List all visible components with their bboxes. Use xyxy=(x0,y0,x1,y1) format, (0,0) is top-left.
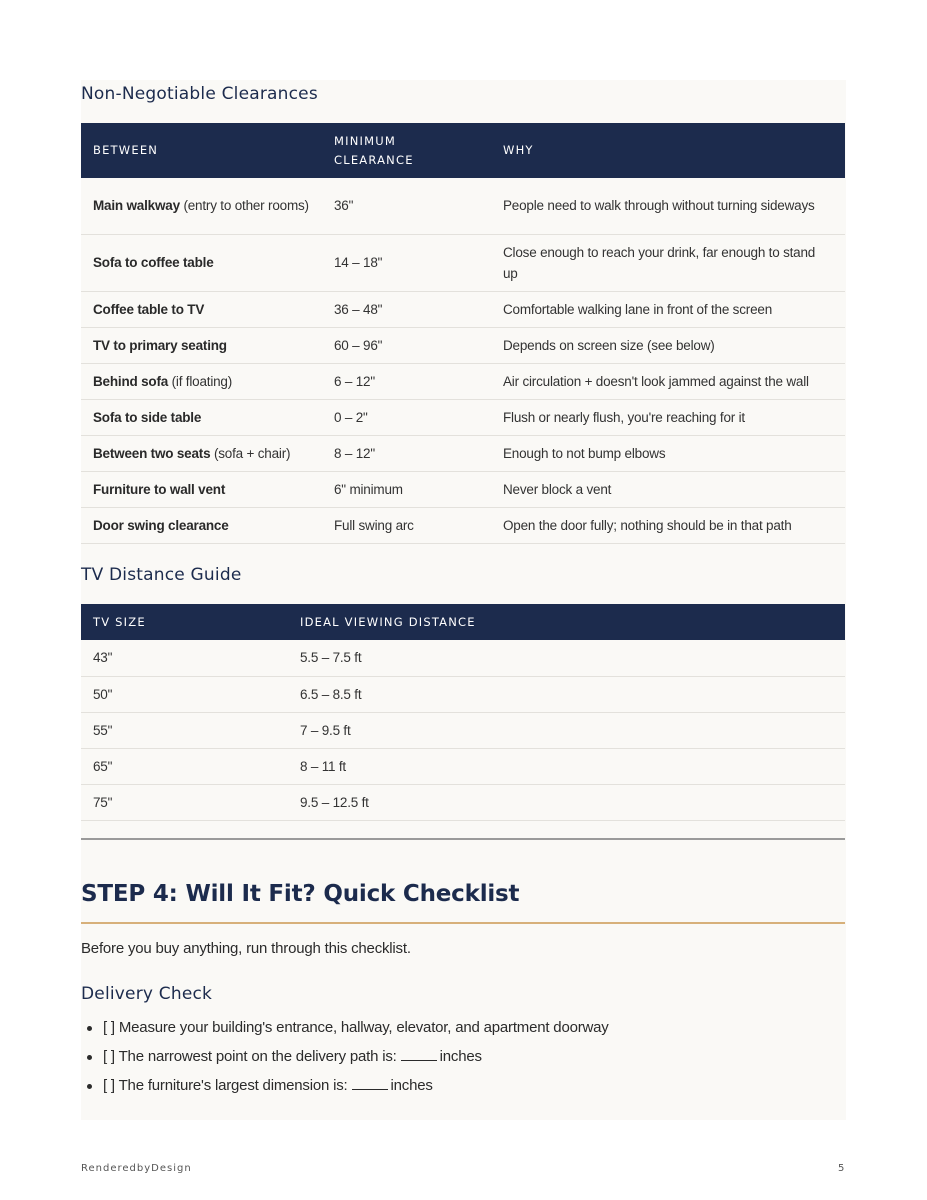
list-item-text: [ ] The narrowest point on the delivery path is: xyxy=(103,1048,397,1065)
cell-why: People need to walk through without turning sideways xyxy=(491,178,845,234)
cell-why: Depends on screen size (see below) xyxy=(491,327,845,363)
bullet-icon xyxy=(87,1055,92,1060)
cell-tv-size: 43" xyxy=(81,640,288,676)
table-row xyxy=(81,363,845,399)
cell-minimum: 14 – 18" xyxy=(322,234,491,291)
table-row xyxy=(81,784,845,820)
delivery-checklist xyxy=(81,1017,609,1104)
column-header-viewing-distance: IDEAL VIEWING DISTANCE xyxy=(288,604,845,640)
page-number: 5 xyxy=(838,1163,845,1174)
cell-between: Door swing clearance xyxy=(81,507,322,543)
clearances-table xyxy=(81,123,845,544)
cell-between: Main walkway (entry to other rooms) xyxy=(81,178,322,234)
table-row xyxy=(81,507,845,543)
cell-minimum: 60 – 96" xyxy=(322,327,491,363)
table-header-row xyxy=(81,604,845,640)
cell-distance: 8 – 11 ft xyxy=(288,748,845,784)
cell-why: Never block a vent xyxy=(491,471,845,507)
cell-between: Furniture to wall vent xyxy=(81,471,322,507)
table-row xyxy=(81,676,845,712)
table-row xyxy=(81,399,845,435)
cell-between: Sofa to coffee table xyxy=(81,234,322,291)
table-header-row xyxy=(81,123,845,178)
cell-tv-size: 75" xyxy=(81,784,288,820)
cell-distance: 7 – 9.5 ft xyxy=(288,712,845,748)
list-item-suffix: inches xyxy=(390,1077,433,1094)
cell-tv-size: 65" xyxy=(81,748,288,784)
column-header-minimum: MINIMUM CLEARANCE xyxy=(322,123,491,178)
footer-brand: RenderedbyDesign xyxy=(81,1163,192,1174)
list-item-text: [ ] The furniture's largest dimension is: xyxy=(103,1077,348,1094)
cell-minimum: 6 – 12" xyxy=(322,363,491,399)
cell-tv-size: 50" xyxy=(81,676,288,712)
cell-minimum: Full swing arc xyxy=(322,507,491,543)
table-row xyxy=(81,471,845,507)
table-row xyxy=(81,178,845,234)
cell-why: Close enough to reach your drink, far enough to stand up xyxy=(491,234,845,291)
cell-minimum: 8 – 12" xyxy=(322,435,491,471)
cell-between: Between two seats (sofa + chair) xyxy=(81,435,322,471)
fill-in-blank[interactable] xyxy=(352,1076,388,1090)
cell-between: Behind sofa (if floating) xyxy=(81,363,322,399)
column-header-why: WHY xyxy=(491,123,845,178)
cell-minimum: 0 – 2" xyxy=(322,399,491,435)
table-row xyxy=(81,291,845,327)
list-item-text: [ ] Measure your building's entrance, hallway, elevator, and apartment doorway xyxy=(103,1019,609,1036)
cell-between: TV to primary seating xyxy=(81,327,322,363)
list-item xyxy=(81,1046,609,1075)
table-row xyxy=(81,435,845,471)
cell-distance: 6.5 – 8.5 ft xyxy=(288,676,845,712)
table-row xyxy=(81,748,845,784)
clearances-heading: Non-Negotiable Clearances xyxy=(81,84,318,104)
cell-why: Comfortable walking lane in front of the screen xyxy=(491,291,845,327)
cell-between: Sofa to side table xyxy=(81,399,322,435)
bullet-icon xyxy=(87,1026,92,1031)
section-divider xyxy=(81,838,845,840)
fill-in-blank[interactable] xyxy=(401,1047,437,1061)
list-item-suffix: inches xyxy=(439,1048,482,1065)
intro-text: Before you buy anything, run through this checklist. xyxy=(81,940,411,957)
cell-why: Enough to not bump elbows xyxy=(491,435,845,471)
cell-distance: 5.5 – 7.5 ft xyxy=(288,640,845,676)
heading-underline xyxy=(81,922,845,924)
list-item xyxy=(81,1075,609,1104)
cell-why: Flush or nearly flush, you're reaching for it xyxy=(491,399,845,435)
cell-tv-size: 55" xyxy=(81,712,288,748)
bullet-icon xyxy=(87,1084,92,1089)
cell-why: Air circulation + doesn't look jammed against the wall xyxy=(491,363,845,399)
list-item xyxy=(81,1017,609,1046)
column-header-tv-size: TV SIZE xyxy=(81,604,288,640)
cell-minimum: 36 – 48" xyxy=(322,291,491,327)
step-heading: STEP 4: Will It Fit? Quick Checklist xyxy=(81,881,520,907)
cell-distance: 9.5 – 12.5 ft xyxy=(288,784,845,820)
table-row xyxy=(81,327,845,363)
table-row xyxy=(81,640,845,676)
table-row xyxy=(81,234,845,291)
cell-why: Open the door fully; nothing should be in that path xyxy=(491,507,845,543)
tv-guide-heading: TV Distance Guide xyxy=(81,565,242,585)
table-row xyxy=(81,712,845,748)
tv-distance-table xyxy=(81,604,845,821)
cell-minimum: 6" minimum xyxy=(322,471,491,507)
cell-minimum: 36" xyxy=(322,178,491,234)
column-header-between: BETWEEN xyxy=(81,123,322,178)
delivery-heading: Delivery Check xyxy=(81,984,213,1004)
cell-between: Coffee table to TV xyxy=(81,291,322,327)
